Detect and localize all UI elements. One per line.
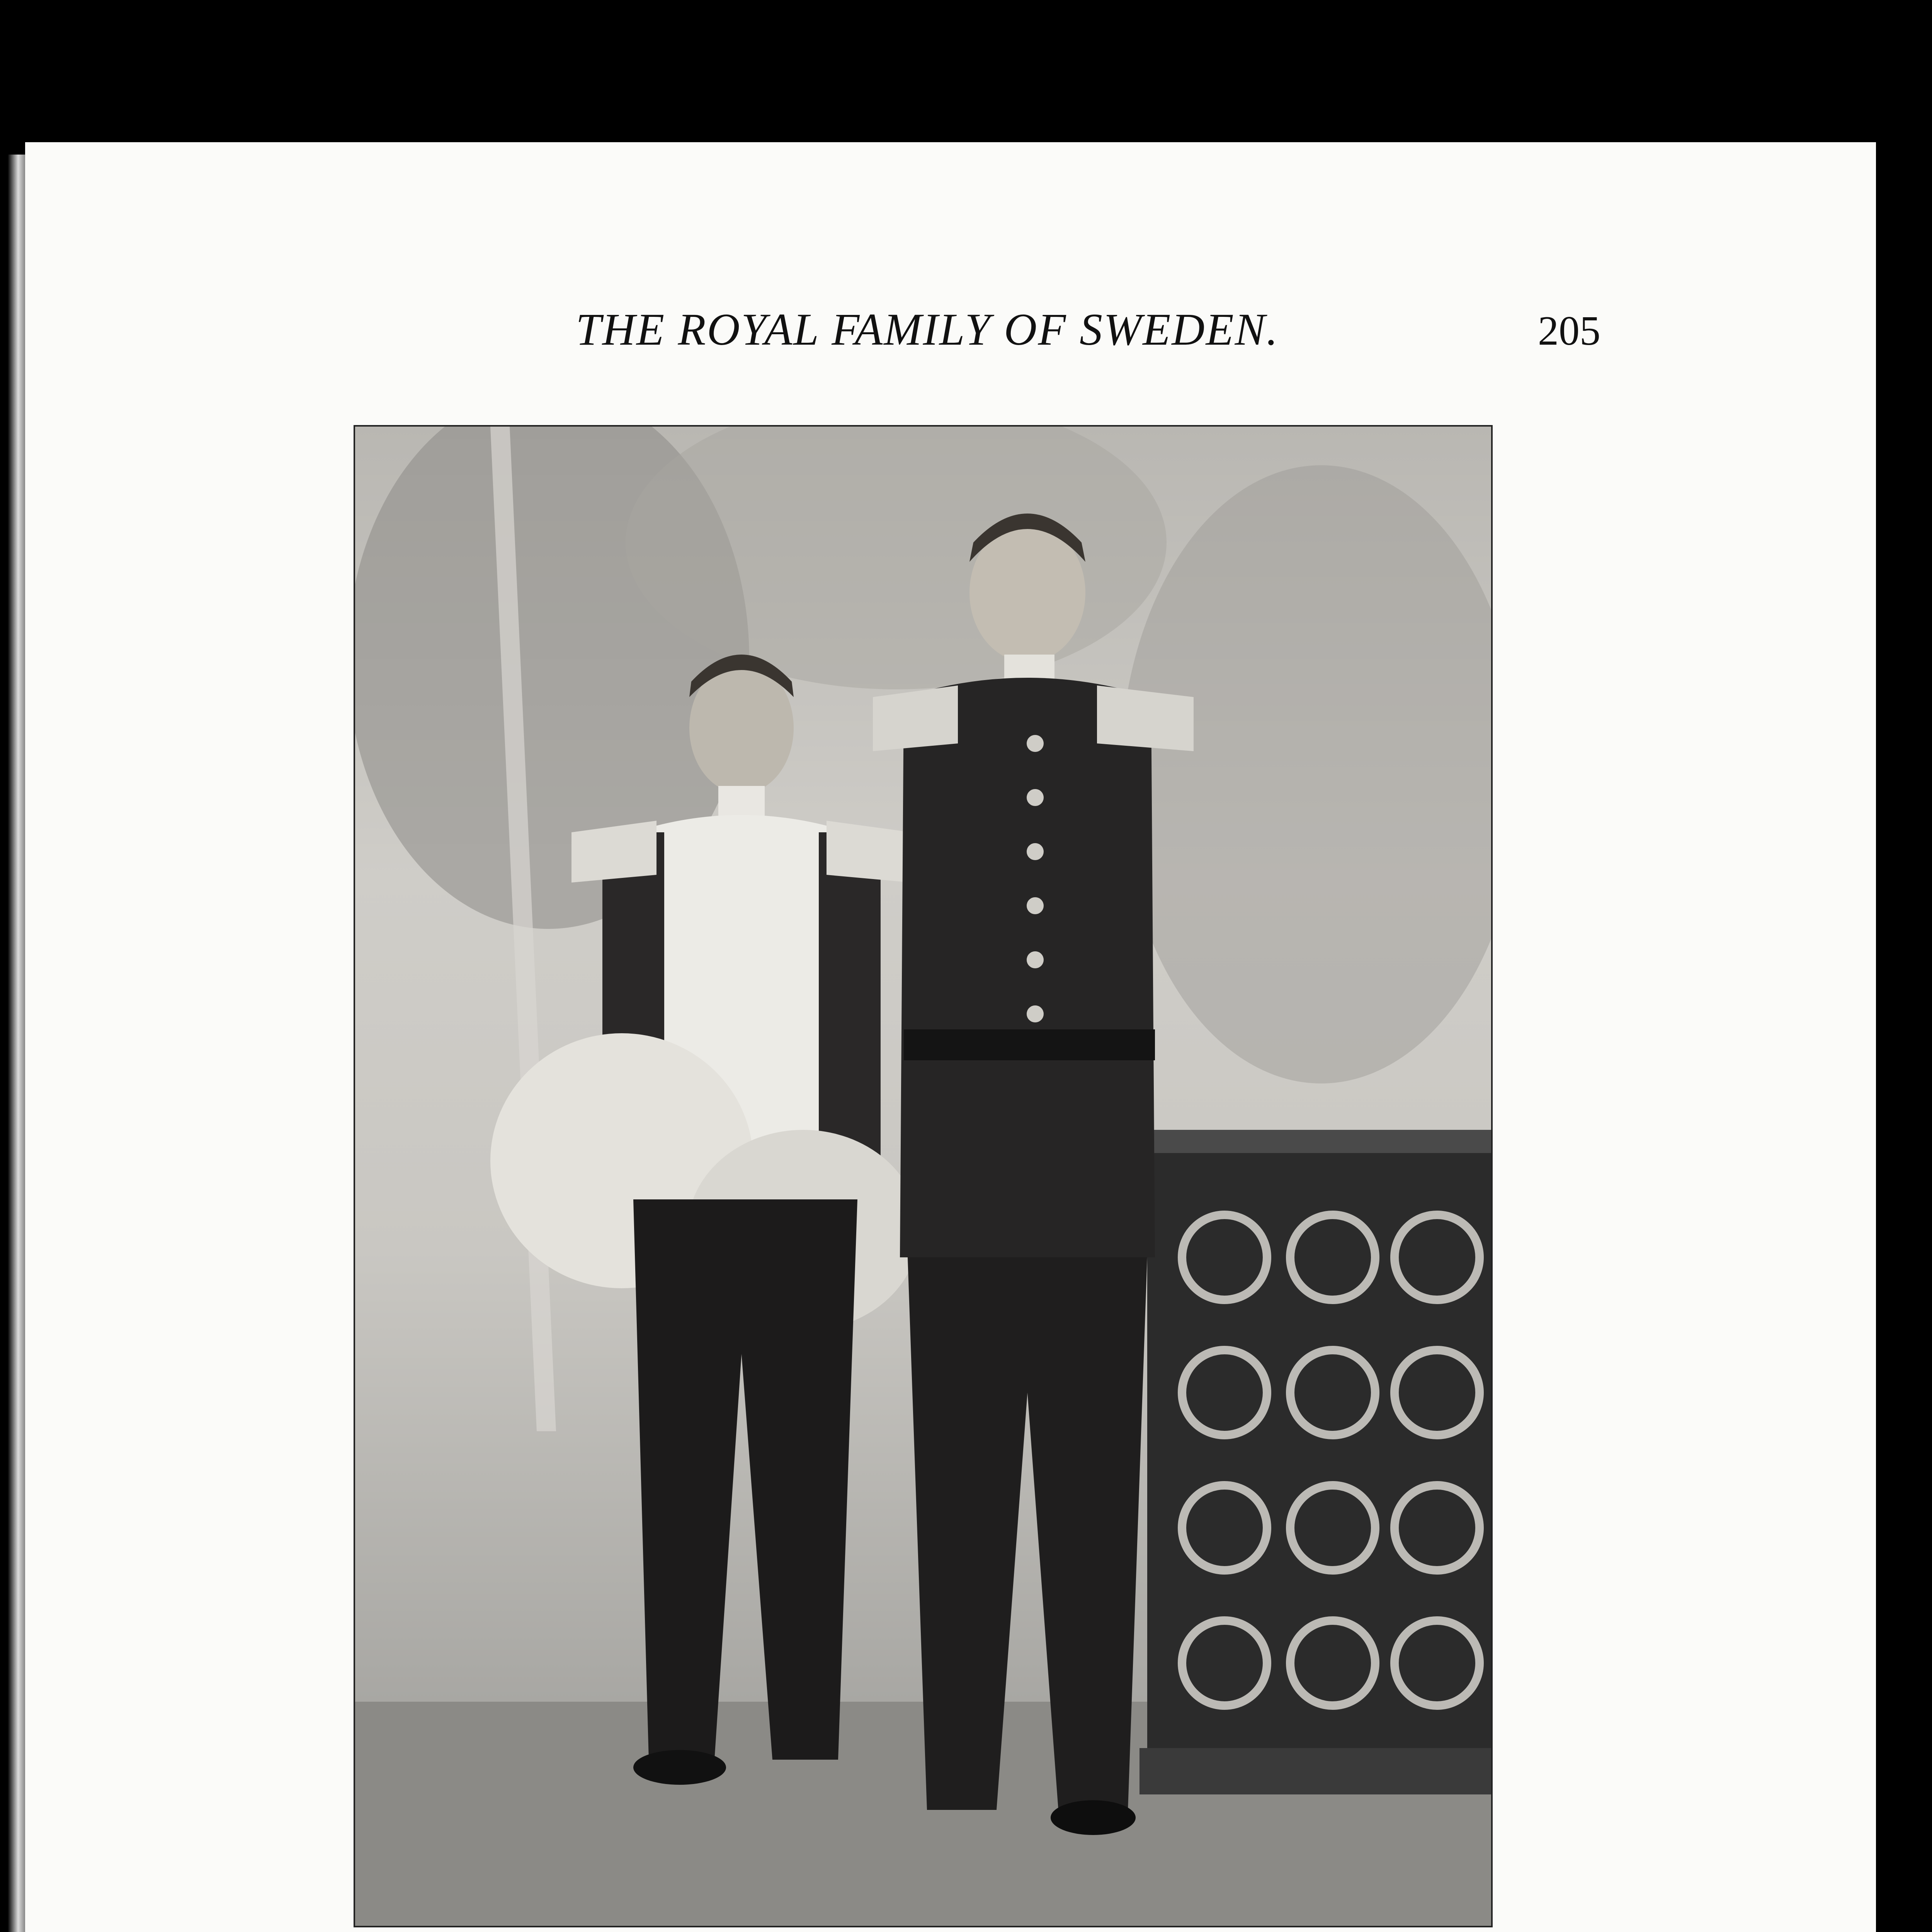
page-number: 205 <box>1538 308 1600 354</box>
balustrade <box>1139 1130 1491 1794</box>
running-title: THE ROYAL FAMILY OF SWEDEN. <box>576 304 1279 355</box>
boy-right <box>873 514 1194 1835</box>
photo-illustration <box>355 427 1491 1926</box>
facing-page-edge <box>8 155 25 1932</box>
portrait-photograph <box>354 425 1493 1927</box>
